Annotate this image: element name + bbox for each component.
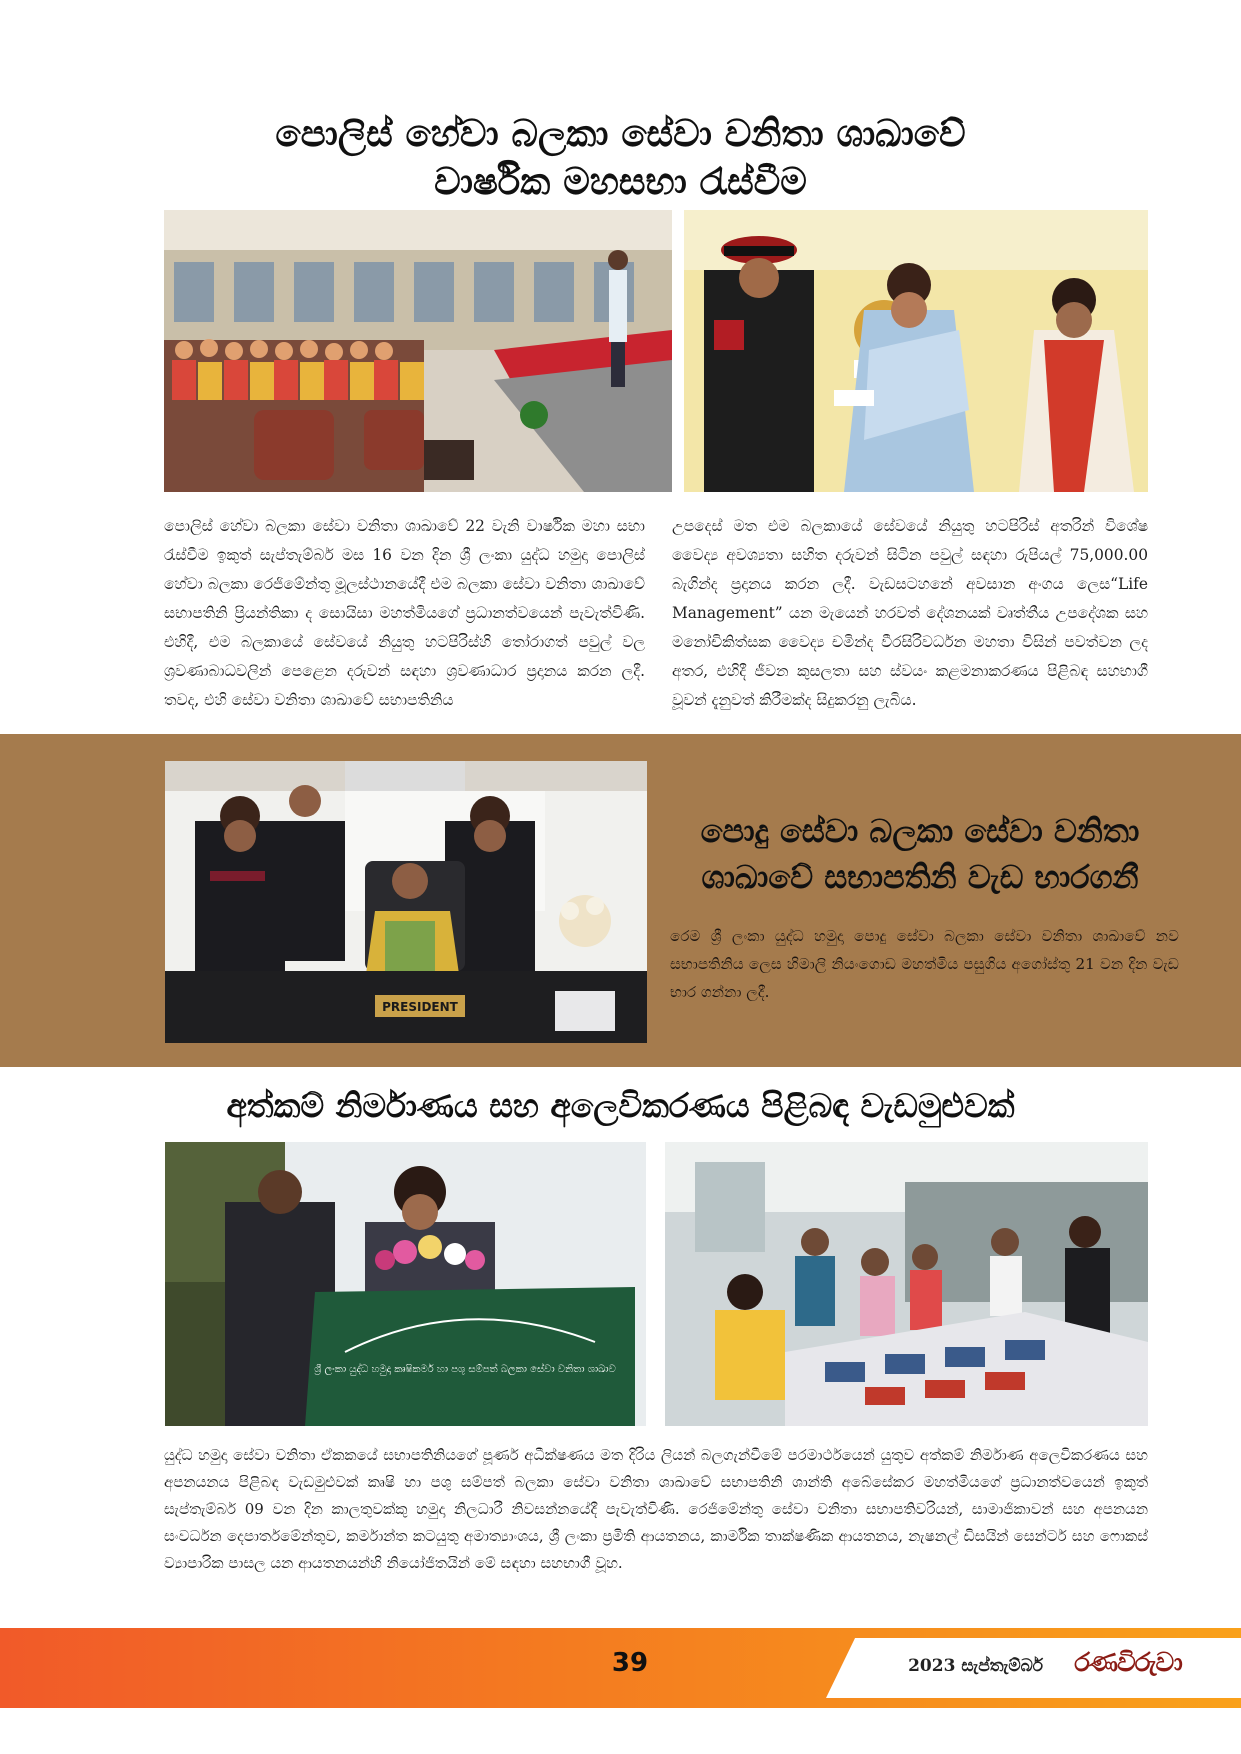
photo-speaker-podium: [165, 1142, 646, 1426]
photo-exhibition: [665, 1142, 1148, 1426]
article1-title-line2: වාර්ෂික මහසභා රැස්වීම: [434, 160, 807, 203]
nameplate-text: PRESIDENT: [382, 1000, 458, 1014]
magazine-logo: රණවිරුවා: [1074, 1648, 1182, 1678]
photo-president-seated: [165, 761, 647, 1043]
article3-body: යුද්ධ හමුදා සේවා වනිතා ඒකකයේ සභාපතිනියගේ පූර්ණ අධීක්ෂණය මත දිරිය ලියන් බලගැන්වීමේ පරමාර්ථයෙන් යුතුව අත්කම් නිර්මාණ අලෙවිකරණය සහ අපනයනය පිළිබඳ වැඩමුළුවක් කෘෂි හා පශු සම්පත් බලකා සේවා වනිතා ශාඛාවේ සභාපතිනි ශාන්ති අබේසේකර මහත්මියගේ ප්‍රධානත්වයෙන් ඉකුත් සැප්තැම්බර් 09 වන දින කාලතුවක්කු හමුදා නිලධාරී නිවසන්නයේදී පැවැත්විණි. රෙජිමේන්තු සේවා වනිතා සභාපතිවරියන්, සාමාජිකාවන් සහ අපනයන සංවර්ධන දෙපාර්තමේන්තුව, කර්මාන්ත කටයුතු අමාත්‍යාංශය, ශ්‍රී ලංකා ප්‍රමිති ආයතනය, කාර්මික තාක්ෂණික ආයතනය, නැෂනල් ඩිසයින් සෙන්ටර් සහ ෆොකස් ව්‍යාපාරික පාසල යන ආයතනයන්හි නියෝජිතයින් මේ සඳහා සහභාගී වූහ.: [164, 1446, 1148, 1572]
photo-award-handover: [684, 210, 1148, 492]
photo-auditorium: [164, 210, 672, 492]
article2-title-line2: ශාඛාවේ සභාපතිනි වැඩ භාරගනී: [701, 858, 1139, 896]
article2-title-line1: පොදු සේවා බලකා සේවා වනිතා: [700, 812, 1140, 850]
podium-text: ශ්‍රී ලංකා යුද්ධ හමුදා කෘෂිකර්ම හා පශු සම්පත් බලකා සේවා වනිතා ශාඛාව: [314, 1364, 616, 1375]
article3-title: අත්කම් නිර්මාණය සහ අලෙවිකරණය පිළිබඳ වැඩමුළුවක්: [226, 1086, 1015, 1125]
article1-title-line1: පොලිස් හේවා බලකා සේවා වනිතා ශාඛාවේ: [275, 112, 966, 155]
issue-date: 2023 සැප්තැම්බර්: [908, 1656, 1043, 1676]
article2-body: රෙම ශ්‍රී ලංකා යුද්ධ හමුදා පොදු සේවා බලකා සේවා වනිතා ශාඛාවේ නව සභාපතිනිය ලෙස හිමාලි නියංගොඩ මහත්මිය පසුගිය අගෝස්තු 21 වන දින වැඩ භාර ගන්නා ලදී.: [670, 927, 1179, 1001]
page-number: 39: [611, 1648, 649, 1678]
article1-column2: උපදෙස් මත එම බලකායේ සේවයේ නියුතු හටපිරිස් අතරින් විශේෂ වෛද්‍ය අවශ්‍යතා සහිත දරුවන් සිටින පවුල් සඳහා රුපියල් 75,000.00 බැගින්ද ප්‍රදානය කරන ලදී. වැඩසටහනේ අවසාන අංගය ලෙස“Life Management” යන මැයෙන් හරවත් දේශනයක් වෘත්තීය උපදේශක සහ මනෝචිකිත්සක වෛද්‍ය චමින්ද වීරසිරිවර්ධන මහතා විසින් පවත්වන ලද අතර, එහිදී ජීවන කුසලතා සහ ස්වයං කළමනාකරණය පිළිබඳ සහභාගී වූවන් දැනුවත් කිරීමක්ද සිදුකරනු ලැබිය.: [672, 517, 1148, 709]
article1-column1: පොලිස් හේවා බලකා සේවා වනිතා ශාඛාවේ 22 වැනි වාර්ෂික මහා සභා රැස්වීම ඉකුත් සැප්තැම්බර් මස 16 වන දින ශ්‍රී ලංකා යුද්ධ හමුදා පොලිස් හේවා බලකා රෙජිමේන්තු මූලස්ථානයේදී එම බලකා සේවා වනිතා ශාඛාවේ සභාපතිනි ප්‍රියන්තිකා ද සොයිසා මහත්මියගේ ප්‍රධානත්වයෙන් පැවැත්විණි. එහිදී, එම බලකායේ සේවයේ නියුතු හටපිරිස්හි තෝරාගත් පවුල් වල ශ්‍රවණාබාධවලින් පෙළෙන දරුවන් සඳහා ශ්‍රවණාධාර ප්‍රදානය කරන ලදී. තවද, එහි සේවා වනිතා ශාඛාවේ සභාපතිනිය: [164, 517, 645, 709]
